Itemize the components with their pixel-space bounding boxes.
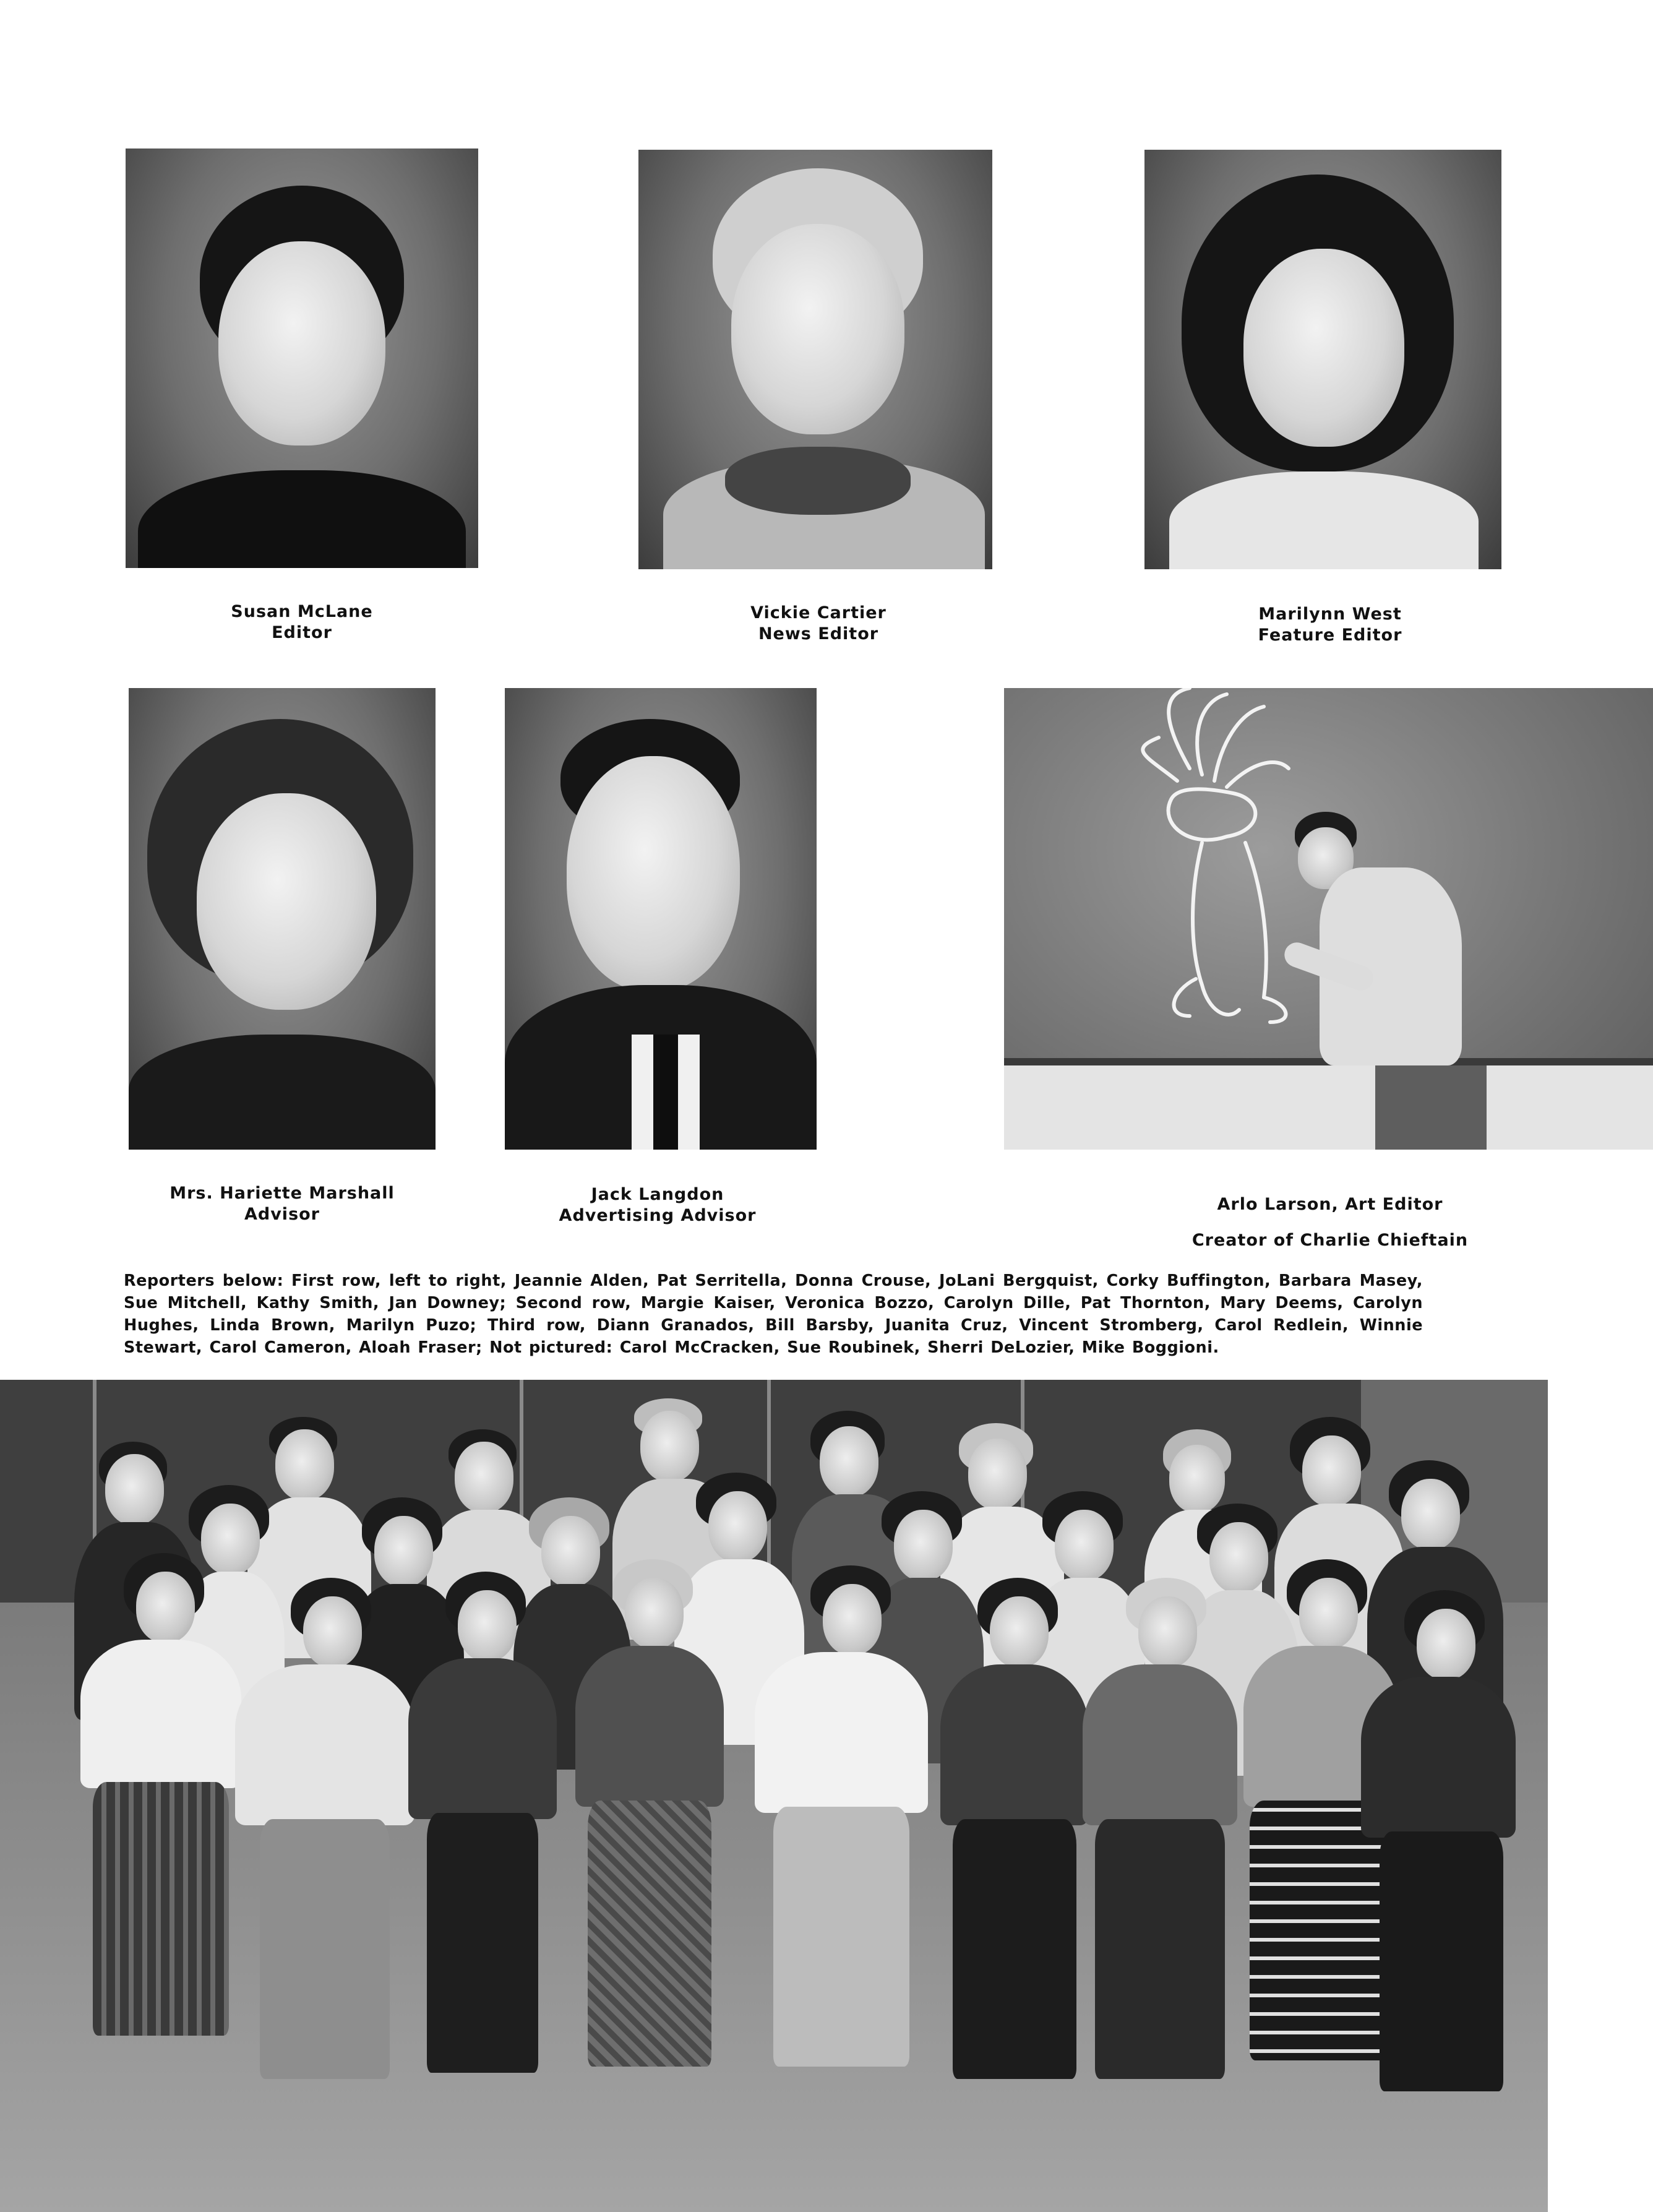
portrait-name: Marilynn West [1258, 605, 1402, 624]
portrait-name: Susan McLane [231, 602, 373, 621]
portrait-photo-marilynn-west [1144, 150, 1501, 569]
portrait-name: Mrs. Hariette Marshall [170, 1184, 395, 1203]
portrait-caption-jack-langdon [534, 1184, 781, 1226]
portrait-title: Editor [272, 623, 332, 642]
portrait-caption-hariette-marshall [158, 1183, 406, 1225]
portrait-name: Vickie Cartier [750, 603, 887, 622]
portrait-photo-jack-langdon [505, 688, 817, 1150]
portrait-photo-hariette-marshall [129, 688, 436, 1150]
portrait-name: Jack Langdon [591, 1185, 724, 1204]
reporters-group-photo [0, 1380, 1548, 2212]
art-editor-name-title: Arlo Larson, Art Editor [1217, 1195, 1443, 1214]
portrait-title: Feature Editor [1258, 626, 1402, 645]
portrait-title: Advisor [244, 1205, 320, 1224]
art-editor-caption [1175, 1187, 1485, 1259]
portrait-photo-susan-mclane [126, 148, 478, 568]
portrait-caption-marilynn-west [1206, 604, 1454, 646]
portrait-caption-susan-mclane [178, 601, 426, 643]
portrait-title: Advertising Advisor [559, 1206, 757, 1225]
portrait-photo-vickie-cartier [638, 150, 992, 569]
portrait-title: News Editor [758, 624, 879, 643]
art-editor-credit: Creator of Charlie Chieftain [1191, 1231, 1469, 1250]
art-editor-chalkboard-photo [1004, 688, 1653, 1150]
reporters-caption: Reporters below: First row, left to right, Jeannie Alden, Pat Serritella, Donna Crouse, JoLani Bergquist, Corky Buffington, Barbara Masey, Sue Mitchell, Kathy Smith, Jan Downey; Second row, Margie Kaiser, Veronica Bozzo, Carolyn Dille, Pat Thornton, Mary Deems, Carolyn Hughes, Linda Brown, Marilyn Puzo; Third row, Diann Granados, Bill Barsby, Juanita Cruz, Vincent Stromberg, Carol Redlein, Winnie Stewart, Carol Cameron, Aloah Fraser; Not pictured: Carol McCracken, Sue Roubinek, Sherri DeLozier, Mike Boggioni. [124, 1272, 1423, 1357]
portrait-caption-vickie-cartier [695, 603, 942, 645]
